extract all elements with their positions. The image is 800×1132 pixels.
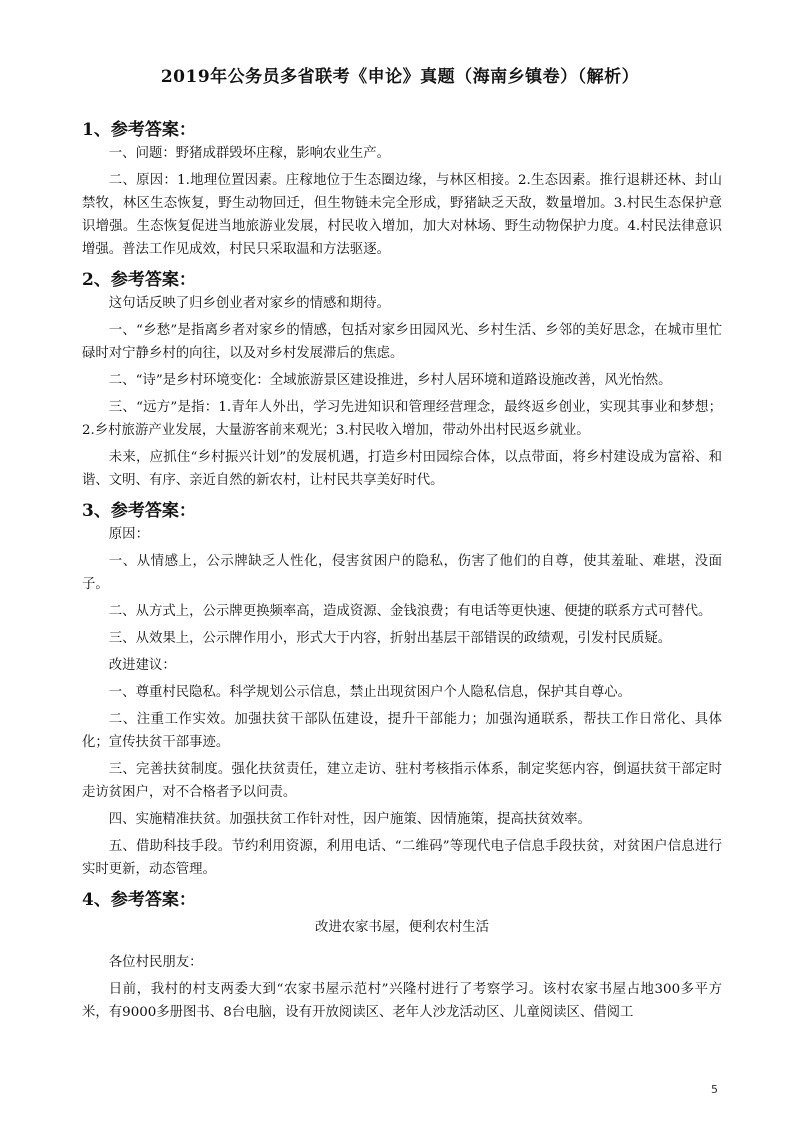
paragraph: 五、借助科技手段。节约利用资源，利用电话、“二维码”等现代电子信息手段扶贫，对贫困户信息进行实时更新，动态管理。 <box>82 839 722 877</box>
document-title: 2019年公务员多省联考《申论》真题（海南乡镇卷）（解析） <box>160 67 640 87</box>
paragraph: 原因： <box>108 527 149 542</box>
paragraph: 这句话反映了归乡创业者对家乡的情感和期待。 <box>108 296 390 311</box>
paragraph: 一、从情感上，公示牌缺乏人性化，侵害贫困户的隐私，伤害了他们的自尊，使其羞耻、难堪，没面子。 <box>82 554 722 592</box>
paragraph: 三、完善扶贫制度。强化扶贫责任，建立走访、驻村考核指示体系，制定奖惩内容，倒逼扶贫干部定时走访贫困户，对不合格者予以问责。 <box>82 762 722 800</box>
paragraph: 二、注重工作实效。加强扶贫干部队伍建设，提升干部能力；加强沟通联系，帮扶工作日常化、具体化；宣传扶贫干部事迹。 <box>82 712 722 750</box>
paragraph: 二、原因：1.地理位置因素。庄稼地位于生态圈边缘，与林区相接。2.生态因素。推行退耕还林、封山禁牧，林区生态恢复，野生动物回迁，但生物链未完全形成，野猪缺乏天敌，数量增加。3.村民生态保护意识增强。生态恢复促进当地旅游业发展，村民收入增加，加大对林场、野生动物保护力度。4.村民法律意识增强。普法工作见成效，村民只采取温和方法驱逐。 <box>82 173 722 257</box>
paragraph: 日前，我村的村支两委大到“农家书屋示范村”兴隆村进行了考察学习。该村农家书屋占地300多平方米，有9000多册图书、8台电脑，设有开放阅读区、老年人沙龙活动区、儿童阅读区、借阅工 <box>82 982 722 1020</box>
paragraph: 未来，应抓住“乡村振兴计划”的发展机遇，打造乡村田园综合体，以点带面，将乡村建设成为富裕、和谐、文明、有序、亲近自然的新农村，让村民共享美好时代。 <box>82 450 722 488</box>
paragraph: 一、“乡愁”是指离乡者对家乡的情感，包括对家乡田园风光、乡村生活、乡邻的美好思念，在城市里忙碌时对宁静乡村的向往，以及对乡村发展滞后的焦虑。 <box>82 323 722 361</box>
paragraph: 一、问题：野猪成群毁坏庄稼，影响农业生产。 <box>108 146 390 161</box>
section-2 <box>82 268 722 492</box>
paragraph: 四、实施精准扶贫。加强扶贫工作针对性，因户施策、因情施策，提高扶贫效率。 <box>108 812 591 827</box>
page-number: 5 <box>711 1083 718 1096</box>
paragraph: 二、从方式上，公示牌更换频率高，造成资源、金钱浪费；有电话等更快速、便捷的联系方式可替代。 <box>108 604 712 619</box>
section-heading: 4、参考答案： <box>82 890 196 910</box>
paragraph: 一、尊重村民隐私。科学规划公示信息，禁止出现贫困户个人隐私信息，保护其自尊心。 <box>108 685 632 700</box>
paragraph: 三、“远方”是指：1.青年人外出，学习先进知识和管理经营理念，最终返乡创业，实现其事业和梦想；2.乡村旅游产业发展，大量游客前来观光；3.村民收入增加，带动外出村民返乡就业。 <box>82 400 722 438</box>
section-heading: 2、参考答案： <box>82 270 196 290</box>
section-heading: 1、参考答案： <box>82 120 196 140</box>
section-3 <box>82 499 722 881</box>
section-heading: 3、参考答案： <box>82 501 196 521</box>
letter-title: 改进农家书屋，便利农村生活 <box>314 920 490 935</box>
paragraph: 各位村民朋友： <box>108 955 203 970</box>
document-content <box>82 118 722 1031</box>
paragraph: 二、“诗”是乡村环境变化：全域旅游景区建设推进，乡村人居环境和道路设施改善，风光怡然。 <box>108 373 672 388</box>
section-1 <box>82 118 722 261</box>
paragraph: 改进建议： <box>108 658 176 673</box>
paragraph: 三、从效果上，公示牌作用小，形式大于内容，折射出基层干部错误的政绩观，引发村民质疑。 <box>108 631 672 646</box>
section-4 <box>82 888 722 1024</box>
